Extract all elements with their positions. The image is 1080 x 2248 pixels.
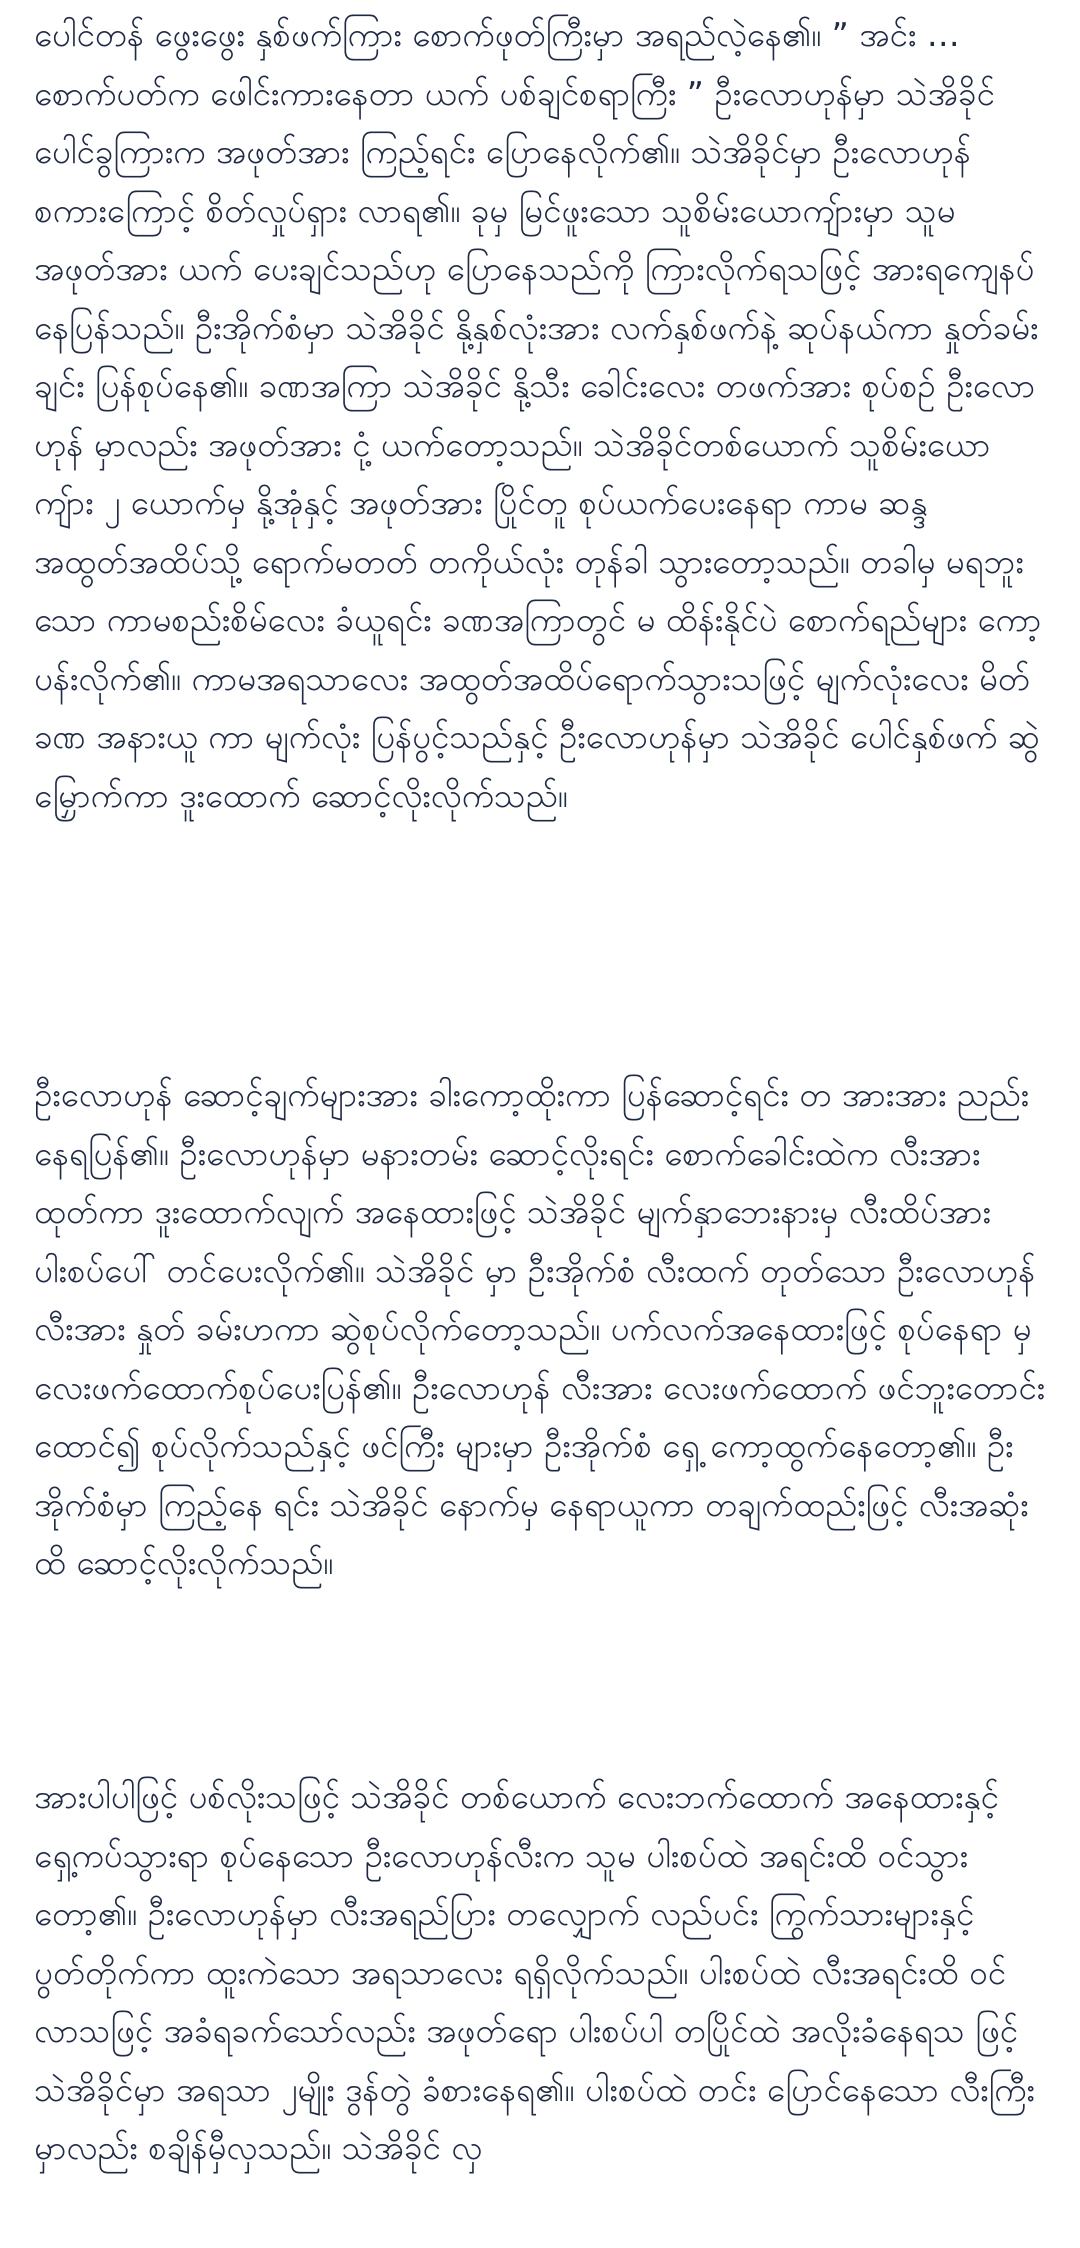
story-paragraph-2: ဦးလောဟုန် ဆောင့်ချက်များအား ခါးကော့ထိုးကာ ပြန်ဆောင့်ရင်း တ အားအား ညည်းနေရပြန်၏။ ဦးလောဟုန်မှာ မနားတမ်း ဆောင့်လိုးရင်း စောက်ခေါင်းထဲက လီးအား ထုတ်ကာ ဒူးထောက်လျက် အနေထားဖြင့် သဲအိခိုင် မျက်နှာဘေးနားမှ လီးထိပ်အား ပါးစပ်ပေါ် တင်ပေးလိုက်၏။ သဲအိခိုင် မှာ ဦးအိုက်စံ လီးထက် တုတ်သော ဦးလောဟုန် လီးအား နှုတ် ခမ်းဟကာ ဆွဲစုပ်လိုက်တော့သည်။ ပက်လက်အနေထားဖြင့် စုပ်နေရာ မှ လေးဖက်ထောက်စုပ်ပေးပြန်၏။ ဦးလောဟုန် လီးအား လေးဖက်ထောက် ဖင်ဘူးတောင်း ထောင်၍ စုပ်လိုက်သည်နှင့် ဖင်ကြီး များမှာ ဦးအိုက်စံ ရှေ့ ကော့ထွက်နေတော့၏။ ဦးအိုက်စံမှာ ကြည့်နေ ရင်း သဲအိခိုင် နောက်မှ နေရာယူကာ တချက်ထည်းဖြင့် လီးအဆုံးထိ ဆောင့်လိုးလိုက်သည်။: [34, 1075, 1046, 1582]
story-paragraph-1: ပေါင်တန် ဖွေးဖွေး နှစ်ဖက်ကြား စောက်ဖုတ်ကြီးမှာ အရည်လဲ့နေ၏။ ” အင်း … စောက်ပတ်က ဖေါင်းကားနေတာ ယက် ပစ်ချင်စရာကြီး ” ဦးလောဟုန်မှာ သဲအိခိုင် ပေါင်ခွကြားက အဖုတ်အား ကြည့်ရင်း ပြောနေလိုက်၏။ သဲအိခိုင်မှာ ဦးလောဟုန် စကားကြောင့် စိတ်လှုပ်ရှား လာရ၏။ ခုမှ မြင်ဖူးသော သူစိမ်းယောကျ်ားမှာ သူမ အဖုတ်အား ယက် ပေးချင်သည်ဟု ပြောနေသည်ကို ကြားလိုက်ရသဖြင့် အားရကျေနပ် နေပြန်သည်။ ဦးအိုက်စံမှာ သဲအိခိုင် နို့နှစ်လုံးအား လက်နှစ်ဖက်နဲ့ ဆုပ်နယ်ကာ နှုတ်ခမ်းချင်း ပြန်စုပ်နေ၏။ ခဏအကြာ သဲအိခိုင် နို့သီး ခေါင်းလေး တဖက်အား စုပ်စဉ် ဦးလောဟုန် မှာလည်း အဖုတ်အား ငုံ့ ယက်တော့သည်။ သဲအိခိုင်တစ်ယောက် သူစိမ်းယောကျ်ား ၂ ယောက်မှ နို့အုံနှင့် အဖုတ်အား ပြိုင်တူ စုပ်ယက်ပေးနေရာ ကာမ ဆန္ဒ အထွတ်အထိပ်သို့ ရောက်မတတ် တကိုယ်လုံး တုန်ခါ သွားတော့သည်။ တခါမှ မရဘူးသော ကာမစည်းစိမ်လေး ခံယူရင်း ခဏအကြာတွင် မ ထိန်းနိုင်ပဲ စောက်ရည်များ ကော့ပန်းလိုက်၏။ ကာမအရသာလေး အထွတ်အထိပ်ရောက်သွားသဖြင့် မျက်လုံးလေး မိတ် ခဏ အနားယူ ကာ မျက်လုံး ပြန်ပွင့်သည်နှင့် ဦးလောဟုန်မှာ သဲအိခိုင် ပေါင်နှစ်ဖက် ဆွဲမြှောက်ကာ ဒူးထောက် ဆောင့်လိုးလိုက်သည်။: [34, 15, 1042, 815]
story-paragraph-3: အားပါပါဖြင့် ပစ်လိုးသဖြင့် သဲအိခိုင် တစ်ယောက် လေးဘက်ထောက် အနေထားနှင့် ရှေ့ကပ်သွားရာ စုပ်နေသော ဦးလောဟုန်လီးက သူမ ပါးစပ်ထဲ အရင်းထိ ဝင်သွားတော့၏။ ဦးလောဟုန်မှာ လီးအရည်ပြား တလျှောက် လည်ပင်း ကြွက်သားများနှင့် ပွတ်တိုက်ကာ ထူးကဲသော အရသာလေး ရရှိလိုက်သည်။ ပါးစပ်ထဲ လီးအရင်းထိ ဝင်လာသဖြင့် အခံရခက်သော်လည်း အဖုတ်ရော ပါးစပ်ပါ တပြိုင်ထဲ အလိုးခံနေရသ ဖြင့် သဲအိခိုင်မှာ အရသာ ၂မျိုး ဒွန်တွဲ ခံစားနေရ၏။ ပါးစပ်ထဲ တင်း ပြောင်နေသော လီးကြီးမှာလည်း စချိန်မှီလှသည်။ သဲအိခိုင် လှ: [34, 1777, 1035, 2167]
